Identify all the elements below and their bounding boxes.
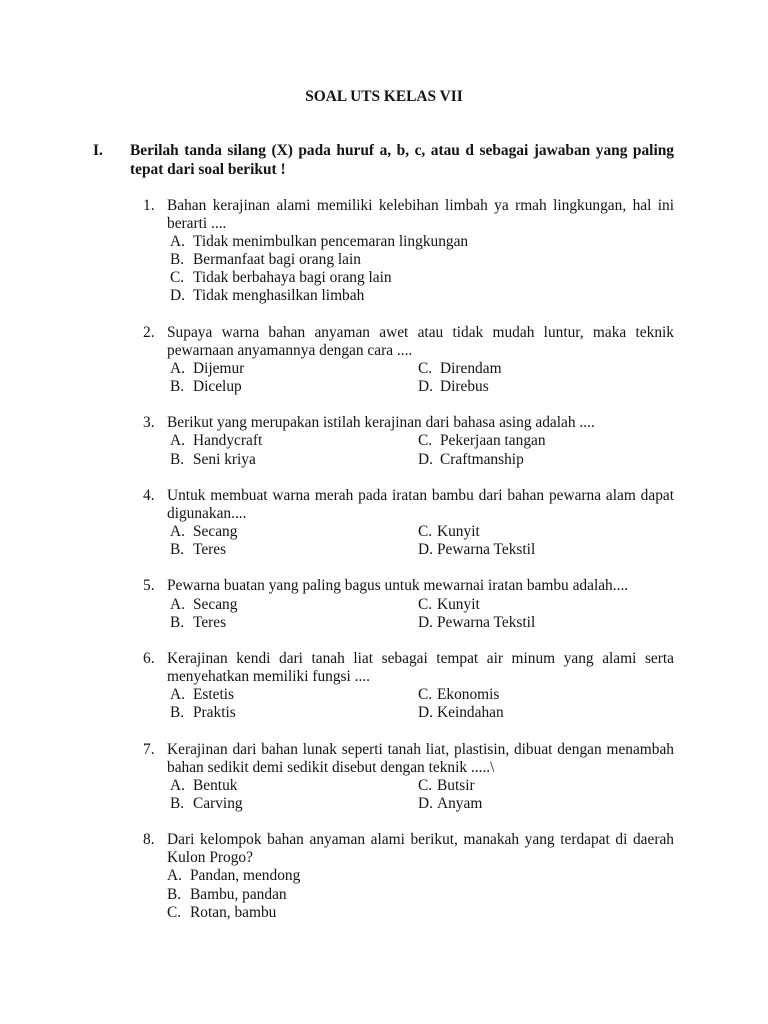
option-text: Pewarna Tekstil [437,613,536,631]
option-letter: C. [418,523,433,540]
question-text: Kerajinan kendi dari tanah liat sebagai tempat air minum yang alami serta menyehatkan memiliki fungsi .... [167,649,674,685]
question-text: Dari kelompok bahan anyaman alami berikut, manakah yang terdapat di daerah Kulon Progo? [167,831,674,867]
option-c [418,596,648,614]
option-text: Dicelup [193,378,242,395]
option-text: Bermanfaat bagi orang lain [193,251,361,269]
question-number: 8. [143,831,155,849]
option-letter: A. [170,432,185,450]
option-text: Tidak berbahaya bagi orang lain [193,269,392,287]
option-letter: C. [418,359,433,377]
option-letter: A. [170,233,185,250]
option-text: Rotan, bambu [190,903,277,921]
option-letter: D. [418,378,433,395]
option-letter: B. [170,613,185,631]
option-b [170,451,418,469]
option-text: Bambu, pandan [190,885,287,903]
option-d [418,795,648,813]
option-a [170,596,418,614]
option-b [170,251,590,269]
option-b [170,541,418,559]
option-text: Secang [193,523,238,540]
option-text: Dijemur [193,359,245,377]
question-text: Untuk membuat warna merah pada iratan bambu dari bahan pewarna alam dapat digunakan.... [167,486,674,522]
option-text: Keindahan [437,704,504,722]
option-letter: A. [170,776,185,794]
option-a [170,523,418,541]
option-text: Teres [193,613,227,631]
option-c [167,904,587,922]
option-text: Carving [193,794,243,812]
question-number: 6. [143,649,155,667]
option-letter: D. [418,794,433,812]
option-text: Kunyit [437,595,480,613]
question-5 [0,577,768,631]
exam-title: SOAL UTS KELAS VII [305,88,463,105]
option-d [418,451,648,469]
option-a [170,686,418,704]
option-text: Tidak menghasilkan limbah [193,287,365,305]
option-letter: A. [170,523,185,540]
option-letter: A. [170,686,185,704]
question-8 [0,831,768,922]
option-letter: C. [170,269,185,287]
option-list [170,777,768,813]
section-1 [0,142,768,178]
option-letter: C. [418,686,433,704]
option-a [167,867,587,885]
option-text: Pewarna Tekstil [437,541,536,559]
option-list [170,360,768,396]
option-letter: A. [167,867,182,885]
option-letter: C. [418,595,433,613]
option-letter: C. [418,432,433,450]
option-b [170,704,418,722]
option-b [170,795,418,813]
question-number: 3. [143,414,155,432]
option-text: Ekonomis [437,686,500,704]
option-a [170,777,418,795]
option-c [418,432,648,450]
option-d [170,287,590,305]
option-text: Tidak menimbulkan pencemaran lingkungan [193,233,469,250]
question-number: 7. [143,740,155,758]
option-a [170,432,418,450]
option-letter: B. [167,885,182,903]
option-c [418,360,648,378]
option-c [170,269,590,287]
option-text: Secang [193,595,238,613]
option-list [170,233,768,306]
option-text: Pekerjaan tangan [440,432,546,450]
option-a [170,360,418,378]
option-b [170,378,418,396]
option-letter: D. [170,287,185,305]
question-2 [0,324,768,397]
option-text: Teres [193,541,227,559]
option-d [418,378,648,396]
option-b [167,886,587,904]
question-7 [0,741,768,814]
option-list [167,867,768,921]
question-6 [0,650,768,723]
question-number: 4. [143,486,155,504]
option-text: Direndam [440,359,502,377]
option-text: Anyam [437,794,483,812]
question-1 [0,197,768,306]
option-letter: D. [418,704,433,722]
option-text: Bentuk [193,776,238,794]
option-letter: A. [170,359,185,377]
option-c [418,777,648,795]
option-letter: A. [170,595,185,613]
option-text: Craftmanship [440,450,524,468]
question-text: Bahan kerajinan alami memiliki kelebihan limbah ya rmah lingkungan, hal ini berarti .... [167,196,674,232]
question-number: 5. [143,577,155,595]
option-letter: B. [170,378,185,395]
section-instruction: Berilah tanda silang (X) pada huruf a, b, c, atau d sebagai jawaban yang paling tepat dari soal berikut ! [130,142,674,178]
option-d [418,614,648,632]
question-number: 1. [143,196,155,214]
option-text: Pandan, mendong [190,867,301,885]
option-text: Butsir [437,776,475,794]
option-c [418,686,648,704]
option-letter: D. [418,450,433,468]
option-letter: B. [170,541,185,559]
question-text: Pewarna buatan yang paling bagus untuk mewarnai iratan bambu adalah.... [167,577,629,595]
option-letter: C. [167,903,182,921]
option-text: Praktis [193,704,236,722]
question-3 [0,414,768,468]
option-text: Handycraft [193,432,263,450]
option-text: Seni kriya [193,450,256,468]
option-text: Direbus [440,378,489,395]
section-number: I. [93,142,103,160]
option-list [170,596,768,632]
option-letter: D. [418,541,433,559]
option-list [170,686,768,722]
question-4 [0,487,768,560]
option-d [418,541,648,559]
document-body [0,88,768,922]
option-text: Kunyit [437,523,480,540]
question-text: Berikut yang merupakan istilah kerajinan dari bahasa asing adalah .... [167,414,595,432]
option-letter: B. [170,794,185,812]
option-letter: B. [170,704,185,722]
option-letter: D. [418,613,433,631]
option-c [418,523,648,541]
option-b [170,614,418,632]
option-list [170,523,768,559]
option-letter: B. [170,251,185,269]
option-letter: C. [418,776,433,794]
option-a [170,233,590,251]
option-d [418,704,648,722]
option-text: Estetis [193,686,235,704]
question-text: Kerajinan dari bahan lunak seperti tanah liat, plastisin, dibuat dengan menambah bahan sedikit demi sedikit disebut dengan teknik .....\ [167,740,674,776]
question-number: 2. [143,323,155,341]
option-list [170,432,768,468]
option-letter: B. [170,450,185,468]
question-text: Supaya warna bahan anyaman awet atau tidak mudah luntur, maka teknik pewarnaan anyamannya dengan cara .... [167,323,674,359]
